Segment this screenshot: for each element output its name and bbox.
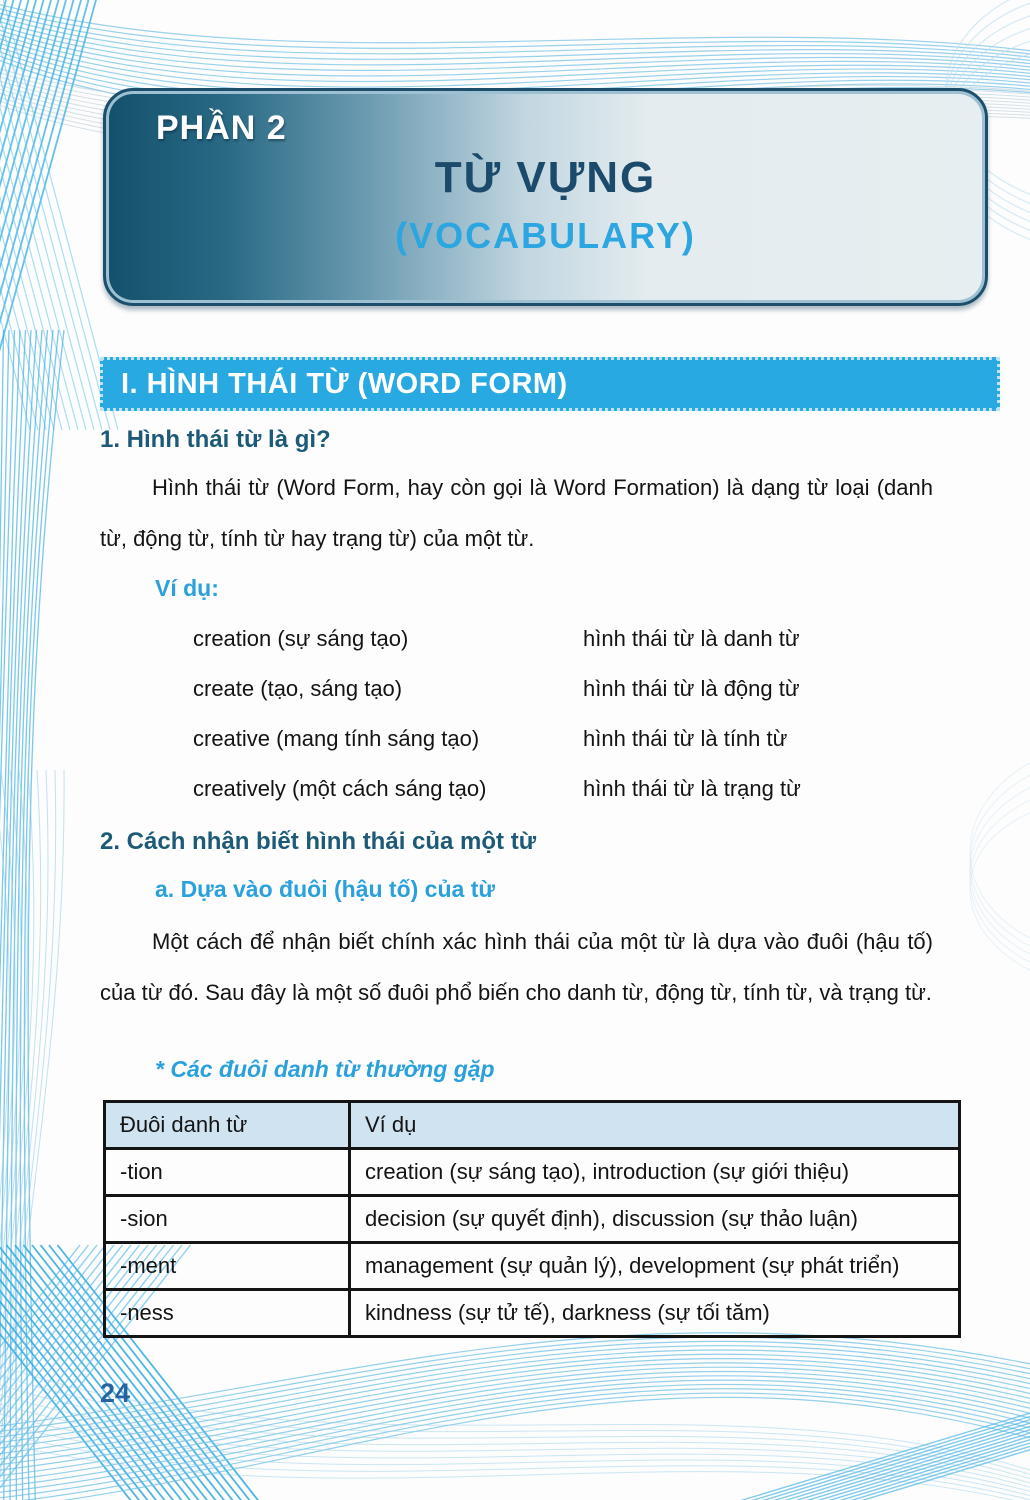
heading-what-is-word-form: 1. Hình thái từ là gì? <box>100 426 331 453</box>
page-number: 24 <box>100 1378 131 1408</box>
subheading-suffix-based: a. Dựa vào đuôi (hậu tố) của từ <box>155 876 496 902</box>
column-header-suffix: Đuôi danh từ <box>105 1102 350 1149</box>
example-form: hình thái từ là động từ <box>583 676 800 701</box>
table-row <box>105 1149 960 1196</box>
paragraph-suffix-explanation: Một cách để nhận biết chính xác hình thái của một từ là dựa vào đuôi (hậu tố) của từ đó. Sau đây là một số đuôi phổ biến cho danh từ, động từ, tính từ, và trạng từ. <box>100 929 933 1005</box>
section-banner <box>100 357 1000 411</box>
example-cell: decision (sự quyết định), discussion (sự thảo luận) <box>350 1196 960 1243</box>
part-subtitle: (VOCABULARY) <box>395 215 696 256</box>
table-header-row <box>105 1102 960 1149</box>
example-word: creation (sự sáng tạo) <box>193 626 409 651</box>
example-word: create (tạo, sáng tạo) <box>193 676 403 701</box>
table-row <box>105 1243 960 1290</box>
example-word: creative (mang tính sáng tạo) <box>193 726 480 751</box>
example-cell: kindness (sự tử tế), darkness (sự tối tăm) <box>350 1290 960 1337</box>
suffix-cell: -tion <box>105 1149 350 1196</box>
example-label: Ví dụ: <box>155 575 219 601</box>
part-title: TỪ VỰNG <box>434 153 657 202</box>
example-form: hình thái từ là tính từ <box>583 726 788 751</box>
example-word: creatively (một cách sáng tạo) <box>193 776 487 801</box>
suffix-cell: -ment <box>105 1243 350 1290</box>
table-row <box>105 1196 960 1243</box>
example-cell: creation (sự sáng tạo), introduction (sự giới thiệu) <box>350 1149 960 1196</box>
example-cell: management (sự quản lý), development (sự phát triển) <box>350 1243 960 1290</box>
part-header-box <box>103 88 988 306</box>
noun-suffix-table <box>103 1100 961 1338</box>
table-caption: * Các đuôi danh từ thường gặp <box>155 1056 495 1082</box>
heading-how-to-recognize: 2. Cách nhận biết hình thái của một từ <box>100 828 537 855</box>
column-header-example: Ví dụ <box>350 1102 960 1149</box>
example-form: hình thái từ là danh từ <box>583 626 800 651</box>
example-list <box>193 614 801 814</box>
suffix-cell: -sion <box>105 1196 350 1243</box>
table-row <box>105 1290 960 1337</box>
section-banner-title: I. HÌNH THÁI TỪ (WORD FORM) <box>121 368 568 400</box>
example-form: hình thái từ là trạng từ <box>583 776 801 801</box>
suffix-cell: -ness <box>105 1290 350 1337</box>
paragraph-definition: Hình thái từ (Word Form, hay còn gọi là Word Formation) là dạng từ loại (danh từ, động từ, tính từ hay trạng từ) của một từ. <box>100 475 933 551</box>
part-label: PHẦN 2 <box>156 109 287 147</box>
